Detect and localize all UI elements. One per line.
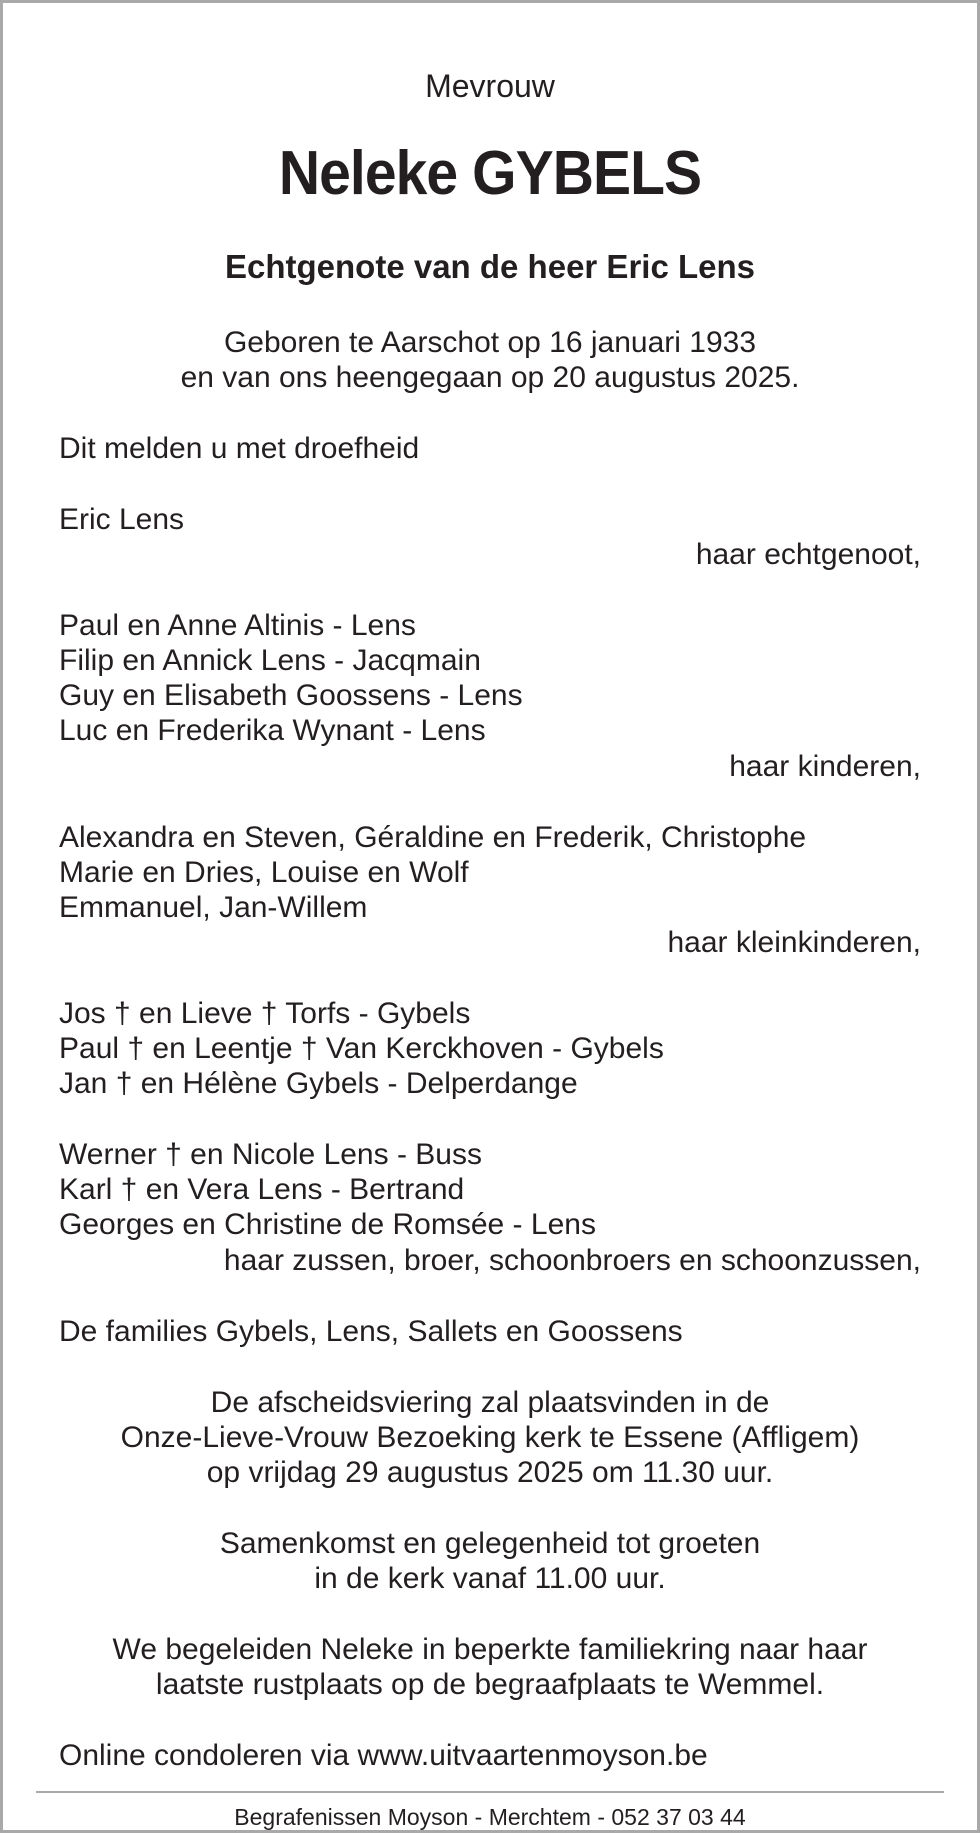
children-role: haar kinderen, — [729, 750, 921, 783]
child-name: Luc en Frederika Wynant - Lens — [59, 714, 486, 747]
deceased-name: Neleke GYBELS — [278, 139, 702, 208]
salutation: Mevrouw — [425, 68, 555, 104]
child-name: Guy en Elisabeth Goossens - Lens — [59, 679, 523, 712]
families-line: De families Gybels, Lens, Sallets en Goossens — [59, 1315, 683, 1348]
funeral-home-footer: Begrafenissen Moyson - Merchtem - 052 37 03 44 — [234, 1804, 746, 1830]
husband-name: Eric Lens — [59, 503, 185, 536]
in-law-name: Georges en Christine de Romsée - Lens — [59, 1208, 596, 1241]
gathering-line: Samenkomst en gelegenheid tot groeten — [219, 1527, 761, 1560]
intro-text: Dit melden u met droefheid — [59, 432, 420, 465]
grandchildren-line: Alexandra en Steven, Géraldine en Frederik, Christophe — [59, 821, 807, 854]
ceremony-line: De afscheidsviering zal plaatsvinden in de — [210, 1386, 770, 1419]
in-law-name: Karl † en Vera Lens - Bertrand — [59, 1173, 465, 1206]
sibling-name: Jan † en Hélène Gybels - Delperdange — [59, 1067, 578, 1100]
ceremony-line: Onze-Lieve-Vrouw Bezoeking kerk te Essene (Affligem) — [120, 1421, 860, 1454]
footer-divider — [36, 1791, 944, 1793]
sibling-name: Paul † en Leentje † Van Kerckhoven - Gybels — [59, 1032, 664, 1065]
child-name: Paul en Anne Altinis - Lens — [59, 609, 416, 642]
online-condolence: Online condoleren via www.uitvaartenmoyson.be — [59, 1739, 708, 1772]
gathering-line: in de kerk vanaf 11.00 uur. — [314, 1562, 666, 1595]
ceremony-line: op vrijdag 29 augustus 2025 om 11.30 uur. — [206, 1456, 774, 1489]
spouse-line: Echtgenote van de heer Eric Lens — [225, 248, 755, 285]
child-name: Filip en Annick Lens - Jacqmain — [59, 644, 481, 677]
birth-line: Geboren te Aarschot op 16 januari 1933 — [223, 326, 757, 359]
burial-line: We begeleiden Neleke in beperkte familiekring naar haar — [112, 1633, 868, 1666]
grandchildren-line: Emmanuel, Jan-Willem — [59, 891, 368, 924]
burial-line: laatste rustplaats op de begraafplaats te Wemmel. — [155, 1668, 825, 1701]
husband-role: haar echtgenoot, — [695, 538, 921, 571]
in-law-name: Werner † en Nicole Lens - Buss — [59, 1138, 482, 1171]
grandchildren-role: haar kleinkinderen, — [667, 926, 921, 959]
grandchildren-line: Marie en Dries, Louise en Wolf — [59, 856, 469, 889]
sibling-name: Jos † en Lieve † Torfs - Gybels — [59, 997, 471, 1030]
siblings-role: haar zussen, broer, schoonbroers en schoonzussen, — [223, 1244, 921, 1277]
death-line: en van ons heengegaan op 20 augustus 2025. — [180, 361, 800, 394]
